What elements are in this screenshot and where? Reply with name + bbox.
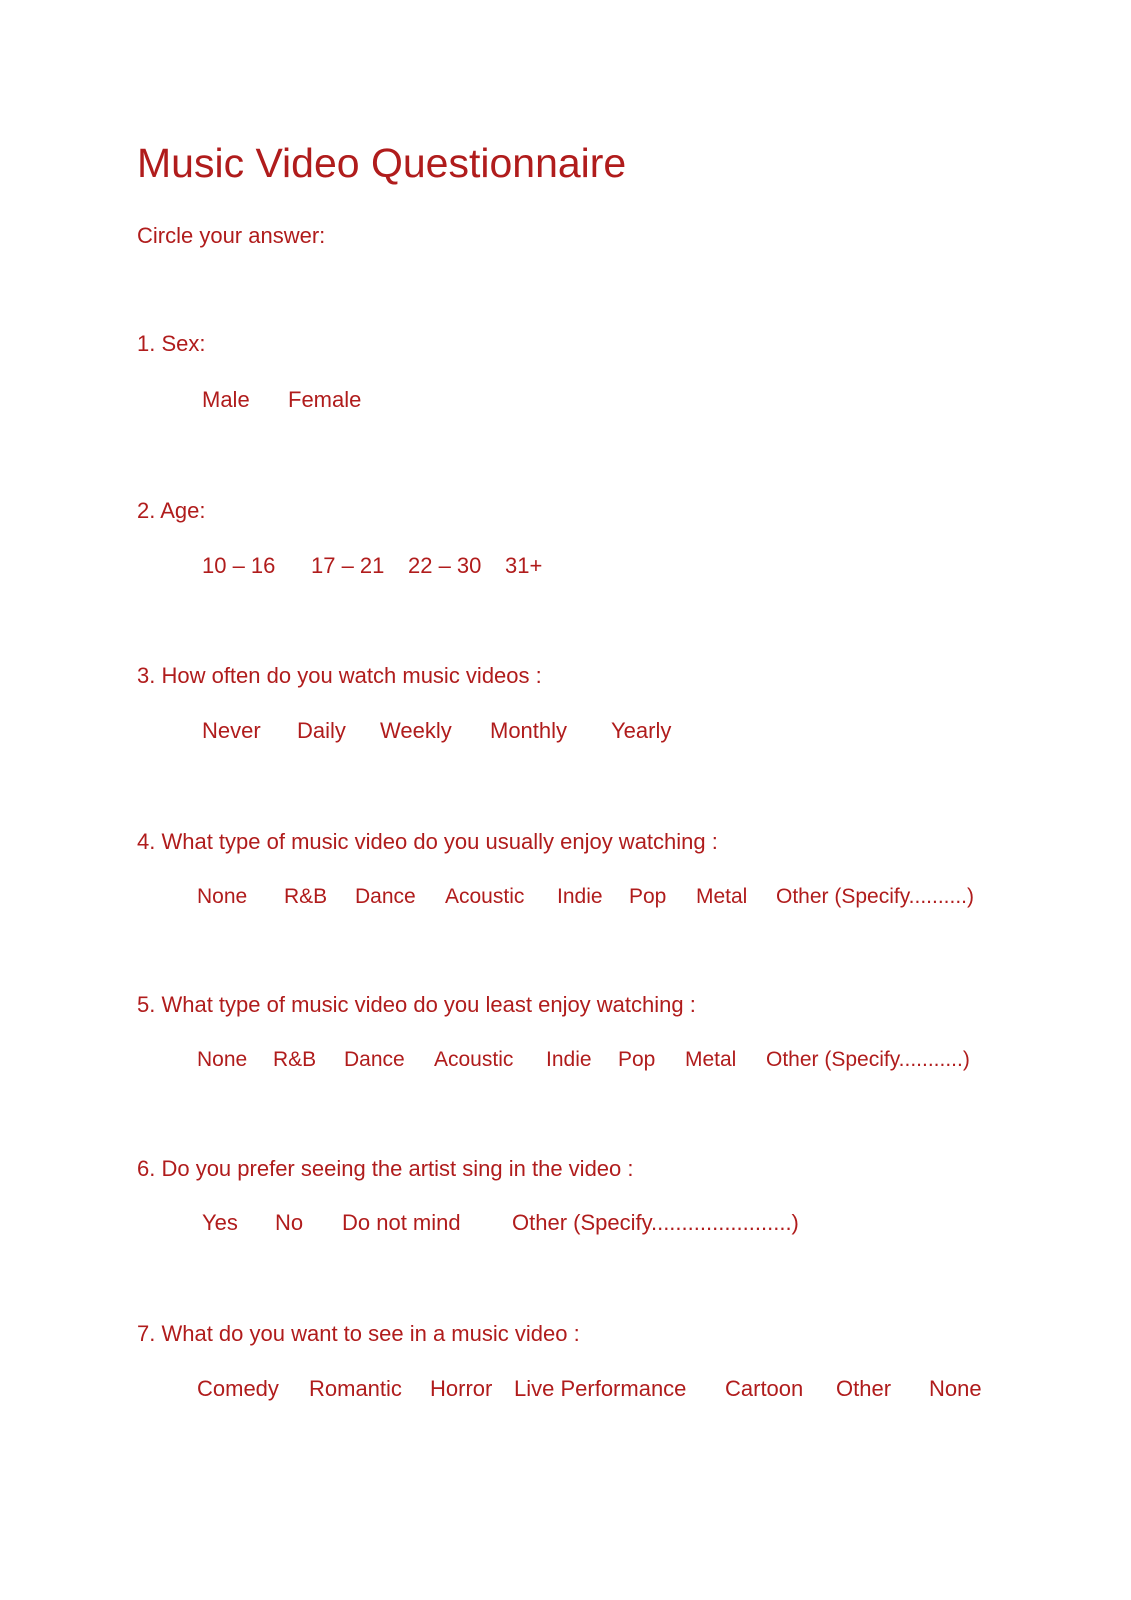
question-2-prompt: 2. Age: xyxy=(137,498,206,523)
q3-option-daily[interactable]: Daily xyxy=(297,718,346,743)
q2-option-22-30[interactable]: 22 – 30 xyxy=(408,553,482,578)
q5-option-acoustic[interactable]: Acoustic xyxy=(434,1048,514,1071)
q5-option-dance[interactable]: Dance xyxy=(344,1048,405,1071)
q4-option-dance[interactable]: Dance xyxy=(355,885,416,908)
q4-option-metal[interactable]: Metal xyxy=(696,885,748,908)
q4-option-pop[interactable]: Pop xyxy=(629,885,667,908)
q6-option-yes[interactable]: Yes xyxy=(202,1210,238,1235)
page-title: Music Video Questionnaire xyxy=(137,140,627,186)
q1-option-female[interactable]: Female xyxy=(288,387,362,412)
q6-option-other[interactable]: Other (Specify.......................) xyxy=(512,1210,799,1235)
q5-option-metal[interactable]: Metal xyxy=(685,1048,737,1071)
q5-option-other[interactable]: Other (Specify...........) xyxy=(766,1048,970,1071)
q7-option-comedy[interactable]: Comedy xyxy=(197,1376,279,1401)
q4-option-acoustic[interactable]: Acoustic xyxy=(445,885,525,908)
q6-option-do-not-mind[interactable]: Do not mind xyxy=(342,1210,461,1235)
question-6-prompt: 6. Do you prefer seeing the artist sing in the video : xyxy=(137,1156,634,1181)
q6-option-no[interactable]: No xyxy=(275,1210,304,1235)
q5-option-pop[interactable]: Pop xyxy=(618,1048,656,1071)
question-5-prompt: 5. What type of music video do you least enjoy watching : xyxy=(137,992,696,1017)
question-1-prompt: 1. Sex: xyxy=(137,331,206,356)
q7-option-other[interactable]: Other xyxy=(836,1376,892,1401)
q3-option-weekly[interactable]: Weekly xyxy=(380,718,452,743)
q4-option-other[interactable]: Other (Specify..........) xyxy=(776,885,974,908)
q5-option-none[interactable]: None xyxy=(197,1048,248,1071)
q5-option-rnb[interactable]: R&B xyxy=(273,1048,317,1071)
q3-option-never[interactable]: Never xyxy=(202,718,261,743)
q2-option-17-21[interactable]: 17 – 21 xyxy=(311,553,385,578)
q3-option-yearly[interactable]: Yearly xyxy=(611,718,672,743)
q4-option-indie[interactable]: Indie xyxy=(557,885,603,908)
q7-option-romantic[interactable]: Romantic xyxy=(309,1376,402,1401)
question-7-prompt: 7. What do you want to see in a music video : xyxy=(137,1321,580,1346)
question-4-prompt: 4. What type of music video do you usually enjoy watching : xyxy=(137,829,718,854)
q5-option-indie[interactable]: Indie xyxy=(546,1048,592,1071)
instruction-text: Circle your answer: xyxy=(137,223,326,248)
q3-option-monthly[interactable]: Monthly xyxy=(490,718,568,743)
q1-option-male[interactable]: Male xyxy=(202,387,250,412)
q7-option-none[interactable]: None xyxy=(929,1376,982,1401)
q4-option-rnb[interactable]: R&B xyxy=(284,885,328,908)
q7-option-cartoon[interactable]: Cartoon xyxy=(725,1376,804,1401)
question-3-prompt: 3. How often do you watch music videos : xyxy=(137,663,542,688)
q7-option-live-performance[interactable]: Live Performance xyxy=(514,1376,687,1401)
q2-option-10-16[interactable]: 10 – 16 xyxy=(202,553,276,578)
q4-option-none[interactable]: None xyxy=(197,885,248,908)
q2-option-31-plus[interactable]: 31+ xyxy=(505,553,543,578)
q7-option-horror[interactable]: Horror xyxy=(430,1376,493,1401)
